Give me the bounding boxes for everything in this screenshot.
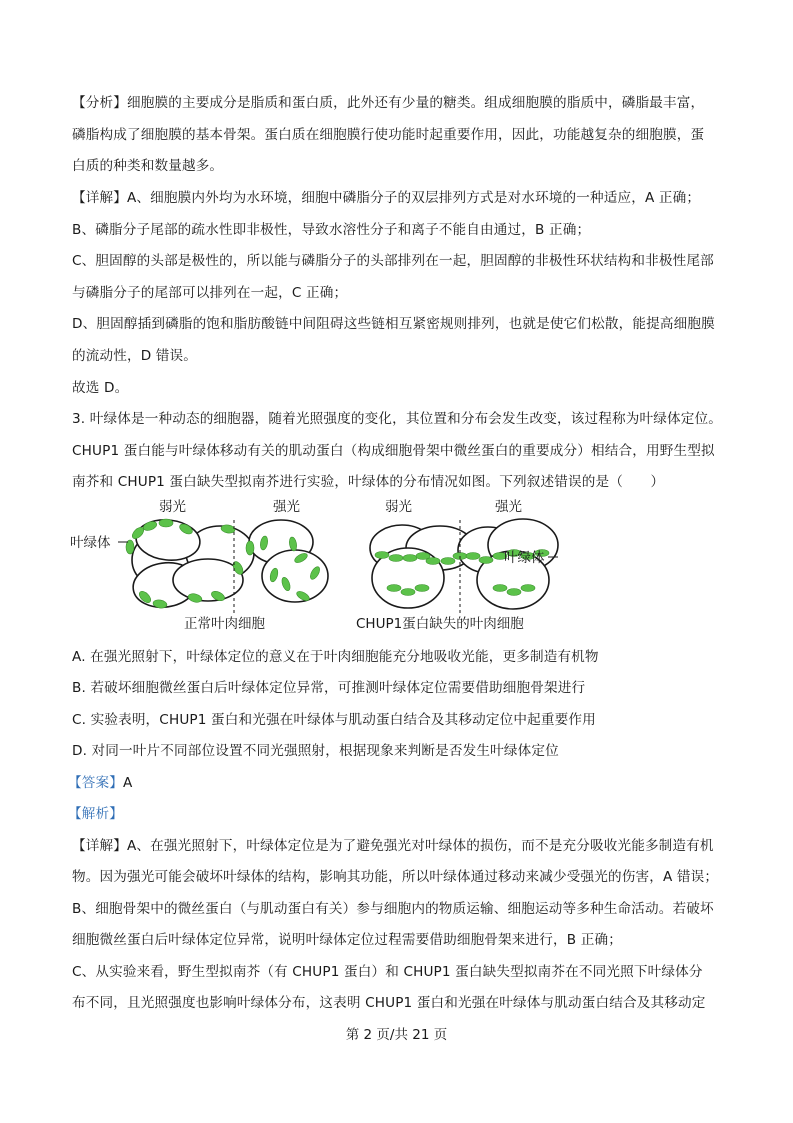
text-line: 物。因为强光可能会破坏叶绿体的结构，影响其功能，所以叶绿体通过移动来减少受强光的伤害，A 错误； bbox=[72, 869, 719, 885]
chloroplast bbox=[521, 585, 535, 592]
question-stem-line: CHUP1 蛋白能与叶绿体移动有关的肌动蛋白（构成细胞骨架中微丝蛋白的重要成分）相结合，用野生型拟 bbox=[72, 443, 715, 459]
chloroplast bbox=[375, 552, 389, 559]
answer-line bbox=[68, 773, 132, 793]
text-line: 白质的种类和数量越多。 bbox=[72, 158, 224, 174]
text-line: B、磷脂分子尾部的疏水性即非极性，导致水溶性分子和离子不能自由通过，B 正确； bbox=[72, 222, 591, 238]
chloroplast bbox=[246, 541, 254, 555]
chloroplast bbox=[479, 557, 493, 564]
chloroplast-figure bbox=[68, 498, 568, 636]
text-line: C、从实验来看，野生型拟南芥（有 CHUP1 蛋白）和 CHUP1 蛋白缺失型拟南芥在不同光照下叶绿体分 bbox=[72, 964, 703, 980]
chloroplast-diagram bbox=[68, 498, 568, 636]
option-d: D. 对同一叶片不同部位设置不同光强照射，根据现象来判断是否发生叶绿体定位 bbox=[72, 743, 559, 759]
text-line: B、细胞骨架中的微丝蛋白（与肌动蛋白有关）参与细胞内的物质运输、细胞运动等多种生命活动。若破坏 bbox=[72, 901, 714, 917]
chloroplast bbox=[389, 555, 403, 562]
label-weak-light: 弱光 bbox=[385, 499, 412, 515]
caption-mutant-cell: CHUP1蛋白缺失的叶肉细胞 bbox=[356, 616, 524, 632]
label-strong-light: 强光 bbox=[495, 499, 522, 515]
answer-tag: 【答案】 bbox=[68, 775, 123, 791]
text-line: 故选 D。 bbox=[72, 380, 129, 396]
analysis-tag: 【解析】 bbox=[68, 806, 123, 822]
text-line: 的流动性，D 错误。 bbox=[72, 348, 198, 364]
text-line: 【详解】A、细胞膜内外均为水环境，细胞中磷脂分子的双层排列方式是对水环境的一种适应，A 正确； bbox=[72, 190, 701, 206]
option-a: A. 在强光照射下，叶绿体定位的意义在于叶肉细胞能充分地吸收光能，更多制造有机物 bbox=[72, 649, 599, 665]
chloroplast bbox=[507, 589, 521, 596]
chloroplast bbox=[466, 553, 480, 560]
question-stem-line: 3. 叶绿体是一种动态的细胞器，随着光照强度的变化，其位置和分布会发生改变，该过程称为叶绿体定位。 bbox=[72, 411, 722, 427]
label-chloroplast: 叶绿体 bbox=[70, 535, 111, 551]
text-line: D、胆固醇插到磷脂的饱和脂肪酸链中间阻碍这些链相互紧密规则排列，也就是使它们松散，能提高细胞膜 bbox=[72, 316, 715, 332]
chloroplast bbox=[493, 585, 507, 592]
chloroplast bbox=[159, 519, 173, 527]
chloroplast bbox=[401, 589, 415, 596]
answer-value: A bbox=[122, 775, 133, 791]
question-stem-line: 南芥和 CHUP1 蛋白缺失型拟南芥进行实验，叶绿体的分布情况如图。下列叙述错误的是（ ） bbox=[72, 474, 665, 490]
text-line: 磷脂构成了细胞膜的基本骨架。蛋白质在细胞膜行使功能时起重要作用，因此，功能越复杂的细胞膜，蛋 bbox=[72, 127, 705, 143]
text-line: 细胞微丝蛋白后叶绿体定位异常，说明叶绿体定位过程需要借助细胞骨架来进行，B 正确； bbox=[72, 932, 622, 948]
text-line: 与磷脂分子的尾部可以排列在一起，C 正确； bbox=[72, 285, 348, 301]
chloroplast bbox=[415, 585, 429, 592]
page-footer: 第 2 页/共 21 页 bbox=[345, 1027, 448, 1043]
text-line: 【分析】细胞膜的主要成分是脂质和蛋白质，此外还有少量的糖类。组成细胞膜的脂质中，磷脂最丰富， bbox=[72, 95, 705, 111]
cell-outline bbox=[173, 559, 243, 601]
chloroplast bbox=[387, 585, 401, 592]
option-b: B. 若破坏细胞微丝蛋白后叶绿体定位异常，可推测叶绿体定位需要借助细胞骨架进行 bbox=[72, 680, 586, 696]
text-line: C、胆固醇的头部是极性的，所以能与磷脂分子的头部排列在一起，胆固醇的非极性环状结构和非极性尾部 bbox=[72, 253, 714, 269]
label-strong-light: 强光 bbox=[273, 499, 300, 515]
chloroplast bbox=[441, 558, 455, 565]
text-line: 布不同，且光照强度也影响叶绿体分布，这表明 CHUP1 蛋白和光强在叶绿体与肌动蛋白结合及其移动定 bbox=[72, 995, 706, 1011]
label-weak-light: 弱光 bbox=[159, 499, 186, 515]
text-line: 【详解】A、在强光照射下，叶绿体定位是为了避免强光对叶绿体的损伤，而不是充分吸收光能多制造有机 bbox=[72, 838, 714, 854]
option-c: C. 实验表明，CHUP1 蛋白和光强在叶绿体与肌动蛋白结合及其移动定位中起重要作用 bbox=[72, 712, 596, 728]
chloroplast bbox=[426, 558, 440, 565]
caption-normal-cell: 正常叶肉细胞 bbox=[184, 616, 265, 632]
chloroplast bbox=[403, 555, 417, 562]
label-chloroplast: 叶绿体 bbox=[504, 550, 545, 566]
